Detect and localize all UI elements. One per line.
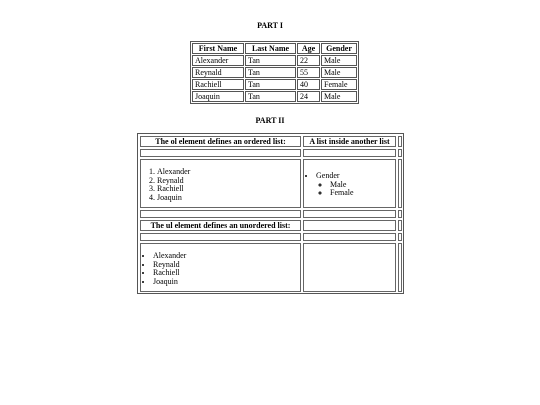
column-header-last-name: Last Name bbox=[245, 43, 296, 54]
cell-age: 55 bbox=[297, 67, 320, 78]
edge-cell bbox=[398, 243, 402, 292]
empty-cell bbox=[140, 149, 301, 157]
nested-list-header: A list inside another list bbox=[303, 136, 396, 147]
unordered-list-cell bbox=[140, 243, 301, 292]
outer-list bbox=[304, 172, 395, 198]
empty-cell bbox=[303, 210, 396, 218]
list-item: • Alexander bbox=[153, 252, 300, 261]
table-header-row bbox=[192, 43, 357, 54]
people-table bbox=[190, 41, 359, 104]
cell-age: 24 bbox=[297, 91, 320, 102]
list-item: 4. Joaquin bbox=[157, 194, 300, 203]
edge-cell bbox=[398, 136, 402, 147]
list-item: 3. Rachiell bbox=[157, 185, 300, 194]
cell-first-name: Joaquin bbox=[192, 91, 244, 102]
table-row bbox=[192, 79, 357, 90]
list-item bbox=[316, 172, 395, 198]
cell-gender: Male bbox=[321, 67, 357, 78]
empty-cell bbox=[140, 233, 301, 241]
table-row bbox=[192, 55, 357, 66]
inner-list bbox=[316, 181, 395, 198]
empty-cell bbox=[303, 220, 396, 231]
list-item: • Joaquin bbox=[153, 278, 300, 287]
list-item: ◦ Male bbox=[330, 181, 395, 190]
cell-last-name: Tan bbox=[245, 67, 296, 78]
lists-table bbox=[137, 133, 404, 294]
empty-cell bbox=[303, 149, 396, 157]
nested-list-cell bbox=[303, 159, 396, 208]
edge-cell bbox=[398, 220, 402, 231]
part-one-heading: PART I bbox=[257, 21, 283, 30]
cell-last-name: Tan bbox=[245, 55, 296, 66]
list-item: ◦ Female bbox=[330, 189, 395, 198]
cell-first-name: Rachiell bbox=[192, 79, 244, 90]
cell-gender: Female bbox=[321, 79, 357, 90]
cell-age: 22 bbox=[297, 55, 320, 66]
empty-cell bbox=[303, 233, 396, 241]
empty-cell bbox=[303, 243, 396, 292]
cell-age: 40 bbox=[297, 79, 320, 90]
list-item: • Reynald bbox=[153, 261, 300, 270]
list-item: 2. Reynald bbox=[157, 177, 300, 186]
table-row bbox=[192, 91, 357, 102]
cell-gender: Male bbox=[321, 55, 357, 66]
part-two-heading: PART II bbox=[255, 116, 285, 125]
list-item: • Rachiell bbox=[153, 269, 300, 278]
unordered-list-header: The ul element defines an unordered list: bbox=[140, 220, 301, 231]
cell-first-name: Alexander bbox=[192, 55, 244, 66]
cell-first-name: Reynald bbox=[192, 67, 244, 78]
list-item-label: Gender bbox=[316, 171, 340, 180]
column-header-gender: Gender bbox=[321, 43, 357, 54]
cell-last-name: Tan bbox=[245, 79, 296, 90]
edge-cell bbox=[398, 233, 402, 241]
edge-cell bbox=[398, 149, 402, 157]
unordered-list bbox=[141, 252, 300, 286]
edge-cell bbox=[398, 210, 402, 218]
column-header-age: Age bbox=[297, 43, 320, 54]
list-item: 1. Alexander bbox=[157, 168, 300, 177]
column-header-first-name: First Name bbox=[192, 43, 244, 54]
cell-gender: Male bbox=[321, 91, 357, 102]
ordered-list bbox=[141, 168, 300, 202]
cell-last-name: Tan bbox=[245, 91, 296, 102]
empty-cell bbox=[140, 210, 301, 218]
edge-cell bbox=[398, 159, 402, 208]
ordered-list-header: The ol element defines an ordered list: bbox=[140, 136, 301, 147]
ordered-list-cell bbox=[140, 159, 301, 208]
table-row bbox=[192, 67, 357, 78]
